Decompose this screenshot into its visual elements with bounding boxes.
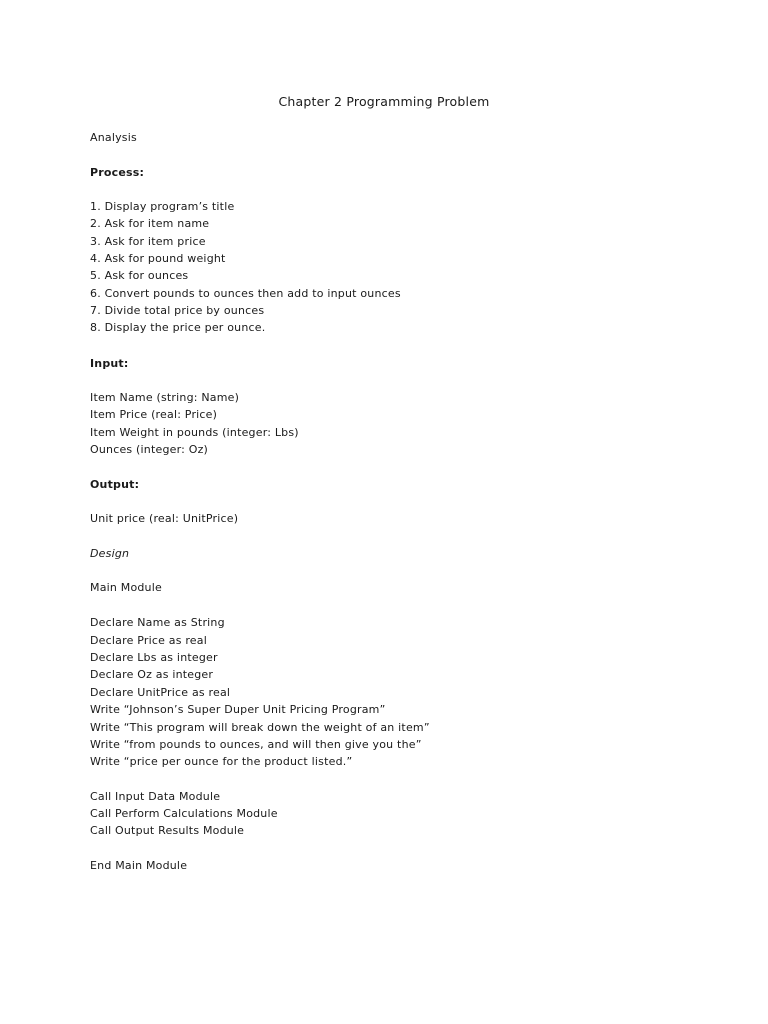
write-line: Write “from pounds to ounces, and will then give you the” [90,738,422,751]
input-item: Item Weight in pounds (integer: Lbs) [90,426,299,439]
process-step: 3. Ask for item price [90,235,206,248]
process-step: 2. Ask for item name [90,217,210,230]
declaration-line: Declare Lbs as integer [90,651,218,664]
input-item: Item Name (string: Name) [90,391,240,404]
declaration-line: Declare Oz as integer [90,668,214,681]
output-line: Unit price (real: UnitPrice) [90,512,239,525]
write-line: Write “This program will break down the weight of an item” [90,721,430,734]
process-step: 8. Display the price per ounce. [90,321,266,334]
declaration-line: Declare Price as real [90,634,207,647]
write-line: Write “Johnson’s Super Duper Unit Pricing Program” [90,703,386,716]
page-title: Chapter 2 Programming Problem [278,94,490,109]
process-step: 6. Convert pounds to ounces then add to input ounces [90,287,401,300]
call-line: Call Output Results Module [90,824,245,837]
input-item: Item Price (real: Price) [90,408,218,421]
end-module-label: End Main Module [90,859,188,872]
design-label: Design [90,547,130,560]
call-line: Call Perform Calculations Module [90,807,278,820]
output-heading: Output: [90,478,140,491]
write-line: Write “price per ounce for the product listed.” [90,755,353,768]
declaration-line: Declare Name as String [90,616,225,629]
process-step: 7. Divide total price by ounces [90,304,265,317]
main-module-label: Main Module [90,581,162,594]
process-step: 1. Display program’s title [90,200,235,213]
process-heading: Process: [90,166,145,179]
call-line: Call Input Data Module [90,790,221,803]
process-step: 5. Ask for ounces [90,269,189,282]
declaration-line: Declare UnitPrice as real [90,686,231,699]
input-item: Ounces (integer: Oz) [90,443,209,456]
process-step: 4. Ask for pound weight [90,252,226,265]
analysis-label: Analysis [90,131,137,144]
input-heading: Input: [90,357,129,370]
